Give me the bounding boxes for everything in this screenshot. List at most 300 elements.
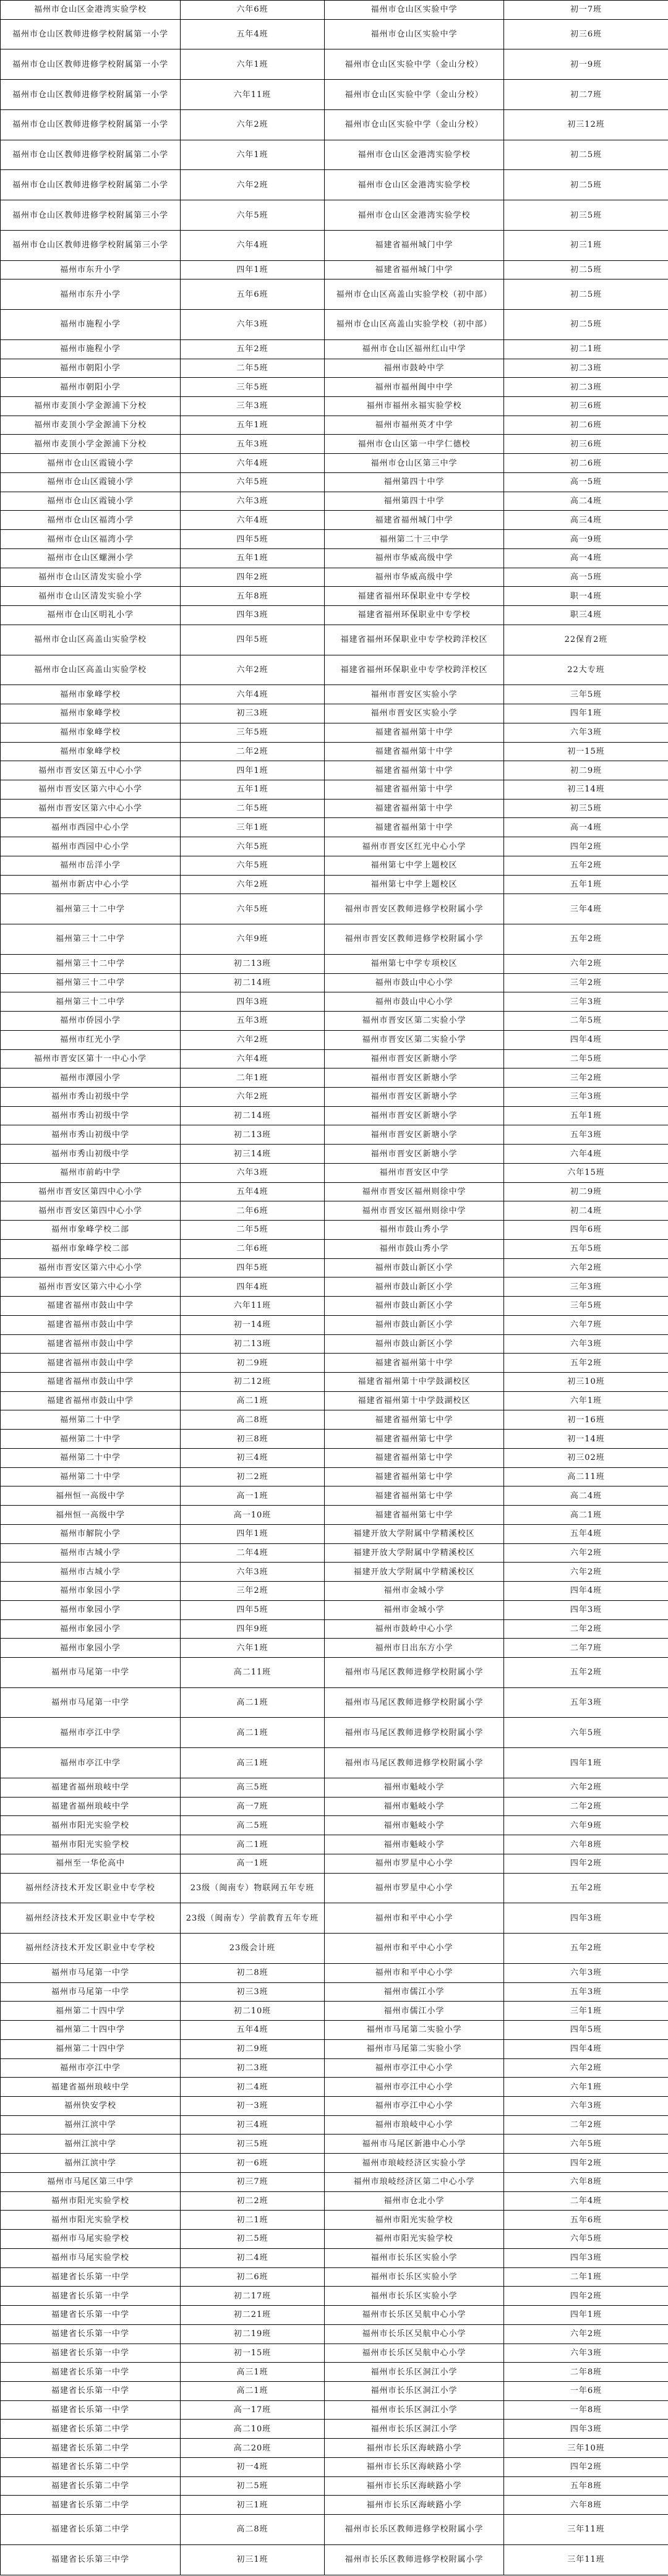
school-cell: 福州市仓山区教师进修学校附属第二小学 (1, 140, 181, 170)
class-cell: 初二10班 (181, 2002, 325, 2021)
partner-class-cell: 初二3班 (504, 378, 668, 397)
class-cell: 初二2班 (181, 2191, 325, 2211)
table-row (1, 1125, 668, 1145)
table-row (1, 1563, 668, 1582)
class-cell: 初二5班 (181, 2476, 325, 2496)
partner-school-cell: 福州市仓北小学 (325, 2191, 504, 2211)
partner-school-cell: 福州市魁岐小学 (325, 1835, 504, 1854)
table-row (1, 1778, 668, 1797)
class-cell: 23级（闽南专）学前教育五年专班 (181, 1903, 325, 1934)
class-cell: 六年3班 (181, 1563, 325, 1582)
school-cell: 福州市仓山区教师进修学校附属第二小学 (1, 170, 181, 200)
school-cell: 福建省福州琅岐中学 (1, 1778, 181, 1797)
partner-school-cell: 福建省福州环保职业中专学校 (325, 587, 504, 606)
class-cell: 初二4班 (181, 2078, 325, 2097)
school-cell: 福州第二十四中学 (1, 2002, 181, 2021)
partner-class-cell: 六年1班 (504, 2078, 668, 2097)
class-cell: 初一3班 (181, 2096, 325, 2115)
class-cell: 高一17班 (181, 2400, 325, 2420)
table-row (1, 1748, 668, 1778)
school-cell: 福建省福州市鼓山中学 (1, 1315, 181, 1334)
partner-class-cell: 初三5班 (504, 200, 668, 231)
partner-class-cell: 六年4班 (504, 1145, 668, 1164)
partner-school-cell: 福州市晋安区教师进修学校附属小学 (325, 894, 504, 924)
school-cell: 福州市东升小学 (1, 279, 181, 310)
table-row (1, 2230, 668, 2249)
class-cell: 四年1班 (181, 260, 325, 279)
table-row (1, 992, 668, 1012)
table-row (1, 2021, 668, 2040)
table-row (1, 19, 668, 49)
partner-class-cell: 五年2班 (504, 1658, 668, 1688)
partner-class-cell: 二年2班 (504, 2115, 668, 2135)
school-cell: 福州市晋安区第五中心小学 (1, 761, 181, 780)
class-cell: 六年4班 (181, 685, 325, 704)
class-cell: 高三1班 (181, 2363, 325, 2382)
class-cell: 高三1班 (181, 1748, 325, 1778)
table-row (1, 1145, 668, 1164)
partner-school-cell: 福建开放大学附属中学精溪校区 (325, 1543, 504, 1563)
partner-class-cell: 二年7班 (504, 1639, 668, 1658)
partner-school-cell: 福州市华威高级中学 (325, 568, 504, 587)
partner-school-cell: 福州市长乐区洞江小学 (325, 2420, 504, 2439)
class-cell: 五年3班 (181, 435, 325, 454)
class-cell: 23级会计班 (181, 1934, 325, 1964)
partner-school-cell: 福州市仓山区高盖山实验学校（初中部） (325, 279, 504, 310)
partner-class-cell: 四年4班 (504, 2039, 668, 2058)
partner-class-cell: 初三14班 (504, 780, 668, 799)
class-cell: 六年5班 (181, 856, 325, 875)
partner-school-cell: 福州市金城小学 (325, 1600, 504, 1619)
school-cell: 福州市亭江中学 (1, 2058, 181, 2078)
partner-class-cell: 四年1班 (504, 704, 668, 723)
class-cell: 四年9班 (181, 1619, 325, 1639)
table-row (1, 140, 668, 170)
school-cell: 福州第三十二中学 (1, 954, 181, 973)
class-cell: 六年6班 (181, 1, 325, 20)
partner-class-cell: 五年2班 (504, 856, 668, 875)
partner-class-cell: 四年2班 (504, 2154, 668, 2173)
partner-school-cell: 福州市马尾第二实验小学 (325, 2021, 504, 2040)
partner-class-cell: 三年11班 (504, 2515, 668, 2545)
table-row (1, 1106, 668, 1125)
table-row (1, 2078, 668, 2097)
partner-school-cell: 福州市罗星中心小学 (325, 1854, 504, 1873)
class-cell: 高二11班 (181, 1658, 325, 1688)
school-cell: 福州市象峰学校 (1, 685, 181, 704)
school-cell: 福州市仓山区福湾小学 (1, 530, 181, 549)
class-cell: 六年2班 (181, 875, 325, 894)
partner-school-cell: 福州第二十三中学 (325, 530, 504, 549)
class-cell: 四年3班 (181, 992, 325, 1012)
table-row (1, 818, 668, 837)
partner-class-cell: 一年6班 (504, 2381, 668, 2400)
partner-class-cell: 六年3班 (504, 2344, 668, 2363)
partner-school-cell: 福建省福州第十中学 (325, 818, 504, 837)
table-row (1, 1506, 668, 1525)
partner-school-cell: 福州市长乐区海峡路小学 (325, 2496, 504, 2515)
partner-class-cell: 三年3班 (504, 992, 668, 1012)
partner-school-cell: 福建省福州第七中学 (325, 1506, 504, 1525)
class-cell: 初三7班 (181, 2172, 325, 2191)
school-cell: 福建省福州琅岐中学 (1, 2078, 181, 2097)
partner-school-cell: 福州市鼓岭中学 (325, 359, 504, 378)
school-cell: 福州市新店中心小学 (1, 875, 181, 894)
table-row (1, 1687, 668, 1718)
school-cell: 福州市岳洋小学 (1, 856, 181, 875)
partner-class-cell: 六年2班 (504, 1563, 668, 1582)
partner-class-cell: 初三1班 (504, 230, 668, 260)
table-row (1, 339, 668, 359)
school-cell: 福建省长乐第一中学 (1, 2306, 181, 2325)
partner-school-cell: 福州市晋安区新塘小学 (325, 1087, 504, 1106)
table-row (1, 2400, 668, 2420)
table-row (1, 2476, 668, 2496)
partner-school-cell: 福州市亭江中心小学 (325, 2058, 504, 2078)
partner-class-cell: 四年2班 (504, 2287, 668, 2306)
table-row (1, 704, 668, 723)
partner-class-cell: 初一16班 (504, 1410, 668, 1430)
school-cell: 福州市亭江中学 (1, 1748, 181, 1778)
partner-class-cell: 22保育2班 (504, 625, 668, 655)
class-cell: 初二13班 (181, 954, 325, 973)
school-cell: 福州市仓山区教师进修学校附属第三小学 (1, 200, 181, 231)
school-cell: 福州市象园小学 (1, 1619, 181, 1639)
class-cell: 二年6班 (181, 1201, 325, 1221)
table-row (1, 279, 668, 310)
partner-school-cell: 福州第四十中学 (325, 492, 504, 511)
partner-class-cell: 初二5班 (504, 279, 668, 310)
table-row (1, 416, 668, 435)
class-cell: 二年5班 (181, 799, 325, 818)
class-cell: 三年2班 (181, 1582, 325, 1601)
partner-class-cell: 四年3班 (504, 2420, 668, 2439)
table-row (1, 2002, 668, 2021)
partner-class-cell: 初二5班 (504, 170, 668, 200)
class-cell: 六年4班 (181, 454, 325, 473)
partner-class-cell: 六年15班 (504, 1163, 668, 1182)
table-row (1, 2544, 668, 2575)
table-row (1, 587, 668, 606)
table-row (1, 2324, 668, 2344)
school-cell: 福州市阳光实验学校 (1, 1816, 181, 1835)
class-cell: 初三1班 (181, 2496, 325, 2515)
class-cell: 初二13班 (181, 1334, 325, 1354)
partner-school-cell: 福建省福州第十中学 (325, 742, 504, 761)
partner-class-cell: 六年3班 (504, 1963, 668, 1982)
partner-school-cell: 福州市魁岐小学 (325, 1797, 504, 1816)
partner-school-cell: 福建省福州第七中学 (325, 1448, 504, 1467)
partner-class-cell: 高一5班 (504, 472, 668, 492)
table-row (1, 1903, 668, 1934)
partner-school-cell: 福州市长乐区海峡路小学 (325, 2439, 504, 2458)
table-row (1, 924, 668, 955)
partner-class-cell: 五年8班 (504, 2476, 668, 2496)
class-cell: 三年3班 (181, 397, 325, 416)
class-cell: 初二13班 (181, 1125, 325, 1145)
partner-class-cell: 三年5班 (504, 1297, 668, 1316)
partner-school-cell: 福州市晋安区第二实验小学 (325, 1012, 504, 1031)
school-cell: 福州市晋安区第六中心小学 (1, 1277, 181, 1297)
school-cell: 福州市西园中心小学 (1, 837, 181, 856)
table-row (1, 1, 668, 20)
partner-class-cell: 五年5班 (504, 1239, 668, 1258)
class-cell: 初一14班 (181, 1315, 325, 1334)
class-cell: 五年4班 (181, 1182, 325, 1201)
school-cell: 福州江滨中学 (1, 2154, 181, 2173)
partner-class-cell: 六年2班 (504, 1258, 668, 1277)
partner-school-cell: 福州市琅岐经济区第二中心小学 (325, 2172, 504, 2191)
partner-school-cell: 福州市马尾区新港中心小学 (325, 2135, 504, 2154)
table-row (1, 2096, 668, 2115)
class-cell: 初三3班 (181, 704, 325, 723)
class-cell: 三年5班 (181, 378, 325, 397)
school-cell: 福州市马尾第一中学 (1, 1687, 181, 1718)
partner-school-cell: 福州市鼓山新区小学 (325, 1297, 504, 1316)
partner-class-cell: 初二5班 (504, 140, 668, 170)
partner-school-cell: 福州市罗星中心小学 (325, 1873, 504, 1903)
partner-school-cell: 福建省福州第十中学 (325, 799, 504, 818)
partner-class-cell: 高二4班 (504, 492, 668, 511)
table-row (1, 1658, 668, 1688)
table-row (1, 511, 668, 530)
class-cell: 五年1班 (181, 780, 325, 799)
table-row (1, 2248, 668, 2267)
partner-school-cell: 福州市阳光实验学校 (325, 2230, 504, 2249)
school-cell: 福州市仓山区教师进修学校附属第一小学 (1, 80, 181, 110)
partner-school-cell: 福州市仓山区实验中学（金山分校） (325, 80, 504, 110)
table-row (1, 2135, 668, 2154)
class-cell: 二年6班 (181, 1239, 325, 1258)
class-cell: 五年8班 (181, 587, 325, 606)
class-cell: 二年1班 (181, 1068, 325, 1088)
class-cell: 初三1班 (181, 2544, 325, 2575)
class-cell: 初二2班 (181, 1467, 325, 1486)
partner-class-cell: 六年2班 (504, 954, 668, 973)
class-cell: 初二9班 (181, 1354, 325, 1373)
partner-class-cell: 二年2班 (504, 1797, 668, 1816)
class-cell: 六年1班 (181, 140, 325, 170)
partner-school-cell: 福建省福州第七中学 (325, 1486, 504, 1506)
partner-school-cell: 福州市长乐区实验小学 (325, 2248, 504, 2267)
partner-school-cell: 福建省福州第十中学 (325, 780, 504, 799)
table-row (1, 2154, 668, 2173)
partner-school-cell: 福州市长乐区海峡路小学 (325, 2476, 504, 2496)
school-cell: 福建省福州市鼓山中学 (1, 1297, 181, 1316)
school-cell: 福州市东升小学 (1, 260, 181, 279)
class-cell: 四年5班 (181, 1600, 325, 1619)
class-cell: 高一1班 (181, 1486, 325, 1506)
table-row (1, 1391, 668, 1410)
partner-school-cell: 福建省福州城门中学 (325, 230, 504, 260)
partner-class-cell: 六年5班 (504, 2135, 668, 2154)
table-row (1, 2287, 668, 2306)
class-cell: 初二5班 (181, 2230, 325, 2249)
class-cell: 初二9班 (181, 2039, 325, 2058)
partner-class-cell: 四年2班 (504, 2457, 668, 2476)
class-cell: 六年1班 (181, 1639, 325, 1658)
class-cell: 高二1班 (181, 1718, 325, 1748)
partner-school-cell: 福州市鼓山新区小学 (325, 1315, 504, 1334)
table-row (1, 685, 668, 704)
school-cell: 福州市仓山区螺洲小学 (1, 548, 181, 568)
partner-class-cell: 六年3班 (504, 723, 668, 742)
school-cell: 福州市晋安区第十一中心小学 (1, 1049, 181, 1068)
school-cell: 福州第三十二中学 (1, 894, 181, 924)
table-row (1, 1835, 668, 1854)
partner-class-cell: 六年1班 (504, 1391, 668, 1410)
partner-school-cell: 福州市鼓山新区小学 (325, 1334, 504, 1354)
partner-school-cell: 福州市仓山区金港湾实验学校 (325, 140, 504, 170)
table-row (1, 2496, 668, 2515)
partner-school-cell: 福州市长乐区海峡路小学 (325, 2457, 504, 2476)
partner-school-cell: 福建省福州环保职业中专学校 (325, 606, 504, 625)
school-cell: 福州第三十二中学 (1, 973, 181, 992)
partner-school-cell: 福州市长乐区吴航中心小学 (325, 2324, 504, 2344)
school-cell: 福建省长乐第三中学 (1, 2544, 181, 2575)
partner-school-cell: 福州市鼓山新区小学 (325, 1277, 504, 1297)
class-cell: 六年2班 (181, 170, 325, 200)
table-row (1, 1012, 668, 1031)
partner-class-cell: 职三4班 (504, 606, 668, 625)
partner-class-cell: 五年1班 (504, 1106, 668, 1125)
class-cell: 初三4班 (181, 2115, 325, 2135)
partner-class-cell: 高二11班 (504, 1467, 668, 1486)
class-cell: 高二8班 (181, 2515, 325, 2545)
table-row (1, 742, 668, 761)
school-cell: 福建省长乐第二中学 (1, 2457, 181, 2476)
school-cell: 福州经济技术开发区职业中专学校 (1, 1903, 181, 1934)
partner-class-cell: 六年8班 (504, 2172, 668, 2191)
partner-school-cell: 福州市日出东方小学 (325, 1639, 504, 1658)
class-cell: 五年2班 (181, 339, 325, 359)
partner-class-cell: 三年2班 (504, 973, 668, 992)
partner-school-cell: 福州市晋安区红光中心小学 (325, 837, 504, 856)
partner-class-cell: 四年4班 (504, 1030, 668, 1049)
partner-school-cell: 福州市仓山区第三中学 (325, 454, 504, 473)
table-row (1, 49, 668, 80)
school-cell: 福州市阳光实验学校 (1, 2211, 181, 2230)
partner-class-cell: 五年2班 (504, 1873, 668, 1903)
partner-school-cell: 福州市仓山区实验中学（金山分校） (325, 49, 504, 80)
school-cell: 福州市潭园小学 (1, 1068, 181, 1088)
partner-school-cell: 福州市马尾区教师进修学校附属小学 (325, 1687, 504, 1718)
table-row (1, 1297, 668, 1316)
school-cell: 福建省福州市鼓山中学 (1, 1334, 181, 1354)
table-row (1, 1334, 668, 1354)
school-cell: 福州市仓山区清发实验小学 (1, 568, 181, 587)
partner-school-cell: 福州市和平中心小学 (325, 1934, 504, 1964)
table-row (1, 1315, 668, 1334)
table-row (1, 1087, 668, 1106)
school-cell: 福州市仓山区教师进修学校附属第一小学 (1, 19, 181, 49)
school-cell: 福州市晋安区第六中心小学 (1, 780, 181, 799)
table-row (1, 568, 668, 587)
table-row (1, 1239, 668, 1258)
table-row (1, 1524, 668, 1543)
class-cell: 四年1班 (181, 761, 325, 780)
partner-school-cell: 福州市儒江小学 (325, 1982, 504, 2002)
table-row (1, 2039, 668, 2058)
table-body (1, 1, 668, 2575)
partner-class-cell: 初三6班 (504, 435, 668, 454)
class-cell: 五年4班 (181, 19, 325, 49)
partner-class-cell: 初二5班 (504, 260, 668, 279)
partner-class-cell: 一年8班 (504, 2400, 668, 2420)
partner-class-cell: 四年2班 (504, 1854, 668, 1873)
partner-class-cell: 初一14班 (504, 1430, 668, 1449)
class-cell: 高一1班 (181, 1854, 325, 1873)
table-row (1, 310, 668, 340)
class-cell: 初二19班 (181, 2324, 325, 2344)
partner-class-cell: 高二4班 (504, 1486, 668, 1506)
school-cell: 福州第三十二中学 (1, 992, 181, 1012)
school-cell: 福州市马尾区第三中学 (1, 2172, 181, 2191)
class-cell: 三年5班 (181, 723, 325, 742)
partner-school-cell: 福州市鼓山中心小学 (325, 992, 504, 1012)
partner-school-cell: 福建省福州第十中学鼓湖校区 (325, 1391, 504, 1410)
partner-school-cell: 福州市华威高级中学 (325, 548, 504, 568)
partner-school-cell: 福州第七中学上题校区 (325, 856, 504, 875)
partner-school-cell: 福建省福州第七中学 (325, 1467, 504, 1486)
school-cell: 福建省长乐第一中学 (1, 2381, 181, 2400)
partner-class-cell: 初二9班 (504, 761, 668, 780)
table-row (1, 200, 668, 231)
partner-class-cell: 五年2班 (504, 924, 668, 955)
partner-class-cell: 三年4班 (504, 894, 668, 924)
partner-school-cell: 福建开放大学附属中学精溪校区 (325, 1563, 504, 1582)
partner-school-cell: 福州市鼓山新区小学 (325, 1258, 504, 1277)
partner-class-cell: 初三02班 (504, 1448, 668, 1467)
school-cell: 福州市仓山区教师进修学校附属第三小学 (1, 230, 181, 260)
partner-class-cell: 高一4班 (504, 548, 668, 568)
class-cell: 六年11班 (181, 1297, 325, 1316)
school-cell: 福州第二十中学 (1, 1467, 181, 1486)
school-cell: 福州快安学校 (1, 2096, 181, 2115)
partner-school-cell: 福州市晋安区实验小学 (325, 704, 504, 723)
table-row (1, 780, 668, 799)
table-row (1, 1619, 668, 1639)
partner-class-cell: 六年2班 (504, 1543, 668, 1563)
partner-school-cell: 福州市鼓山秀小学 (325, 1221, 504, 1240)
class-cell: 高一7班 (181, 1797, 325, 1816)
partner-school-cell: 福州市仓山区金港湾实验学校 (325, 170, 504, 200)
table-row (1, 492, 668, 511)
partner-school-cell: 福州市和平中心小学 (325, 1963, 504, 1982)
class-cell: 六年4班 (181, 1049, 325, 1068)
table-row (1, 1873, 668, 1903)
class-cell: 四年5班 (181, 625, 325, 655)
partner-class-cell: 四年4班 (504, 1582, 668, 1601)
partner-class-cell: 初三5班 (504, 799, 668, 818)
partner-school-cell: 福建省福州环保职业中专学校跨洋校区 (325, 625, 504, 655)
partner-school-cell: 福州市晋安区福州则徐中学 (325, 1201, 504, 1221)
table-row (1, 1854, 668, 1873)
school-cell: 福建省长乐第二中学 (1, 2439, 181, 2458)
school-cell: 福州市仓山区霞镜小学 (1, 472, 181, 492)
partner-school-cell: 福州市福州永福实验学校 (325, 397, 504, 416)
school-cell: 福州市象峰学校 (1, 742, 181, 761)
table-row (1, 2381, 668, 2400)
table-row (1, 359, 668, 378)
table-row (1, 1068, 668, 1088)
partner-school-cell: 福州市鼓山秀小学 (325, 1239, 504, 1258)
class-cell: 初二14班 (181, 1106, 325, 1125)
partner-class-cell: 三年10班 (504, 2439, 668, 2458)
school-cell: 福州市仓山区金港湾实验学校 (1, 1, 181, 20)
table-row (1, 1258, 668, 1277)
partner-class-cell: 初三6班 (504, 397, 668, 416)
